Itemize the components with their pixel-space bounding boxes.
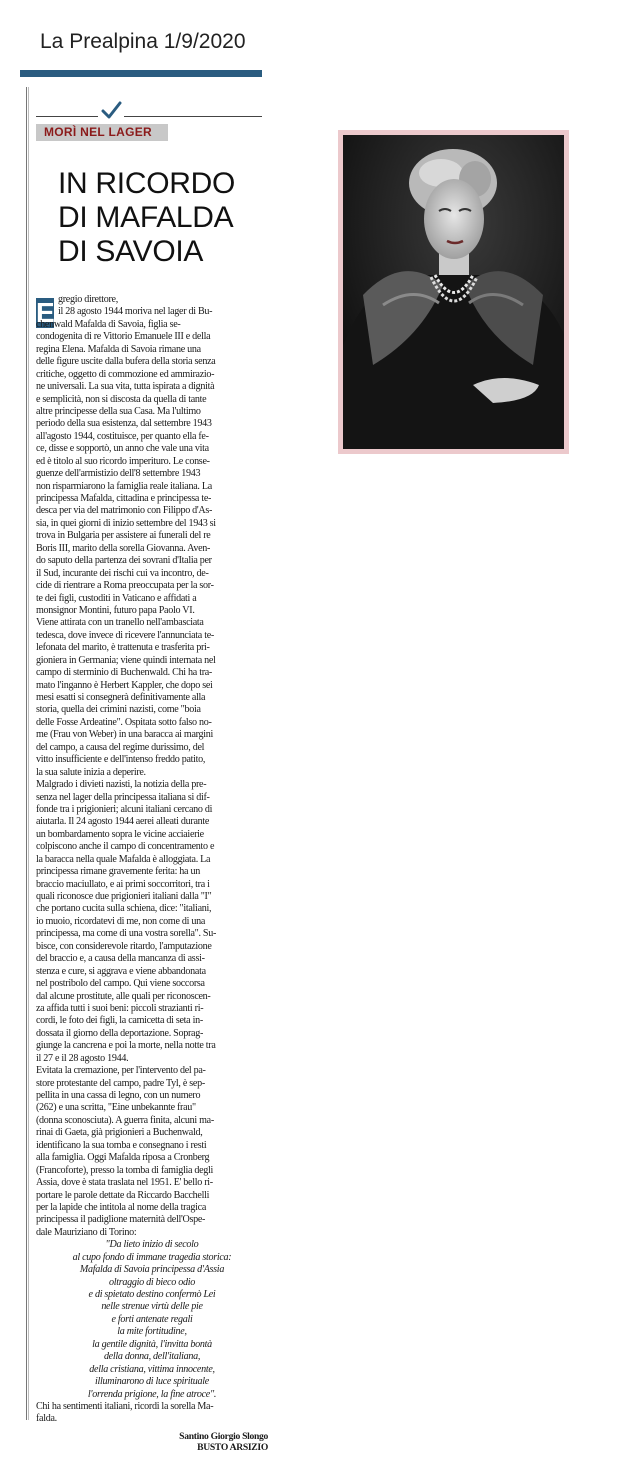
epigraph-line: della donna, dell'italiana, [103,1351,201,1363]
epigraph-line: la mite fortitudine, [117,1326,187,1338]
article-line: Viene attirata con un tranello nell'ambasciata [36,617,204,629]
article-line: store protestante del campo, padre Tyl, è sep- [36,1077,205,1089]
checkmark-icon [100,100,122,122]
article-line: mesi esatti si consegnerà definitivamente alla [36,692,206,703]
article-line: desca per via del matrimonio con Filippo d'As- [36,505,213,517]
article-line: altre principesse della sua Casa. Ma l'ultimo [36,405,201,417]
article-line: e semplicità, non si discosta da quella di tante [36,393,207,405]
article-line: (262) e una scritta, "Eine unbekannte frau" [36,1102,196,1114]
article-line: braccio maciullato, e ai primi soccorritori, tra i [36,878,210,890]
article-line: portare le parole dettate da Riccardo Bacchelli [36,1189,210,1201]
article-line: un bombardamento sopra le vicine acciaierie [36,828,204,840]
epigraph-line: nelle strenue virtù delle pie [101,1301,203,1313]
article-line: ce, disse e sopportò, un anno che vale una vita [36,443,209,455]
article-line: non risparmiarono la famiglia reale italiana. La [36,480,212,492]
article-line: (donna sconosciuta). A guerra finita, alcuni ma- [36,1114,214,1126]
article-line: del braccio e, a causa della mancanza di assi- [36,953,205,965]
article-line: fonde tra i prigionieri; alcuni italiani cercano di [36,803,213,815]
headline-line: DI MAFALDA [58,201,234,234]
article-line: (Francoforte), presso la tomba di famiglia degli [36,1164,214,1176]
article-line: chenwald Mafalda di Savoia, figlia se- [36,318,181,330]
article-line: principessa Mafalda, cittadina e principessa te- [36,493,212,504]
article-line: te dei figli, custoditi in Vaticano e affidati a [36,592,197,604]
author-signature: Santino Giorgio Slongo [179,1430,268,1442]
article-line: delle figure uscite dalla bufera della storia senza [36,356,216,368]
article-line: il 27 e il 28 agosto 1944. [36,1052,129,1064]
article-line: storia, quella dei crimini nazisti, come "boia [36,704,201,716]
article-line: monsignor Montini, futuro papa Paolo VI. [36,604,195,616]
epigraph-line: al cupo fondo di immane tragedia storica: [72,1251,232,1263]
headline-line: DI SAVOIA [58,235,204,268]
epigraph-line: Mafalda di Savoia principessa d'Assia [79,1264,225,1276]
article-line: regina Elena. Mafalda di Savoia rimane una [36,343,201,355]
section-kicker: MORÌ NEL LAGER [44,125,152,139]
header-accent-bar [20,70,262,77]
article-line: Evitata la cremazione, per l'intervento del pa- [36,1065,206,1077]
article-line: critiche, oggetto di commozione ed ammirazio- [36,368,215,380]
article-line: dal alcune prostitute, alle quali per riconoscen- [36,990,211,1002]
article-line: mato l'inganno è Herbert Kappler, che dopo sei [36,679,213,691]
column-rule [26,87,27,1420]
article-line: condogenita di re Vittorio Emanuele III e della [36,331,211,343]
article-line: aiutarla. Il 24 agosto 1944 aerei alleati durante [36,816,210,828]
article-line: la baracca nella quale Mafalda è alloggiata. La [36,853,211,865]
article-line: tedesca, dove invece di ricevere l'annunciata te- [36,629,214,641]
article-line: giunge la cancrena e poi la morte, nella notte tra [36,1040,216,1052]
article-line: lefonata del marito, è trattenuta e trasferita pri- [36,642,210,654]
epigraph-line: e forti antenate regali [111,1313,193,1325]
article-line: pellita in una cassa di legno, con un numero [36,1090,201,1101]
article-line: do saputo della partenza dei sovrani d'Italia per [36,555,212,567]
article-line: sia, in quei giorni di inizio settembre del 1943 si [36,517,216,529]
epigraph-line: e di spietato destino confermò Lei [88,1289,216,1300]
article-line: dossata il giorno della deportazione. Soprag- [36,1027,204,1039]
article-line: guenze dell'armistizio dell'8 settembre 1943 [36,468,201,480]
article-line: che portano cucita sulla schiena, dice: "italiani, [36,903,212,915]
article-line: principessa, ma come di una vostra sorella". Su- [36,928,217,940]
article-line: me (Frau von Weber) in una baracca ai margini [36,729,214,741]
article-line: rinai di Gaeta, già prigionieri a Buchenwald, [36,1127,203,1139]
portrait-photo [343,135,564,449]
article-line: nel postribolo del campo. Qui viene soccorsa [36,978,205,990]
article-line: vitto insufficiente e dell'intenso freddo patito, [36,754,206,766]
article-line: per la lapide che intitola al nome della tragica [36,1201,207,1213]
article-line: del campo, a causa del regime durissimo, del [36,741,205,753]
article-line: delle Fosse Ardeatine". Ospitata sotto falso no- [36,716,212,728]
headline [58,167,235,269]
epigraph-line: l'orrenda prigione, la fine atroce". [87,1388,217,1400]
article-line: il 28 agosto 1944 moriva nel lager di Bu- [58,306,213,318]
article-line: all'agosto 1944, costituisce, per quanto ella fe- [36,430,209,442]
article-line: senza nel lager della principessa italiana si dif- [36,791,210,803]
article-line: quali riconosce due prigionieri italiani dalla "I" [36,891,212,902]
article-line: il Sud, incurante dei rischi cui va incontro, de- [36,567,209,579]
article-line: cordi, le foto dei figli, la camicetta di seta in- [36,1015,203,1027]
epigraph-line: la gentile dignità, l'invitta bontà [92,1338,212,1350]
publication-header: La Prealpina 1/9/2020 [40,30,246,53]
article-line: za affida tutti i suoi beni: piccoli strazianti ri- [36,1002,204,1014]
epigraph-line: illuminarono di luce spirituale [95,1376,209,1388]
article-line: alla famiglia. Oggi Mafalda riposa a Cronberg [36,1152,210,1164]
article-line: principessa rimane gravemente ferita: ha un [36,866,200,878]
article-line: dale Mauriziano di Torino: [36,1226,137,1238]
article-line: gregio direttore, [58,294,118,305]
article-line: Malgrado i divieti nazisti, la notizia della pre- [36,779,207,791]
drop-cap: E [36,297,55,328]
article-line: io muoio, ricordatevi di me, non come di una [36,915,206,927]
column-rule-inner [28,87,29,1420]
article-line: identificano la sua tomba e consegnano i resti [36,1139,207,1151]
article-line: cide di rientrare a Roma preoccupata per la sor- [36,580,214,592]
article-line: colpiscono anche il campo di concentramento e [36,841,215,853]
article-line: bisce, con considerevole ritardo, l'amputazione [36,940,212,952]
epigraph-line: "Da lieto inizio di secolo [105,1239,199,1251]
article-line: falda. [36,1413,57,1425]
kicker-rule-left [36,116,98,117]
article-line: Assia, dove è stata traslata nel 1951. E' bello ri- [36,1177,213,1189]
headline-line: IN RICORDO [58,167,236,200]
article-line: stenza e cure, si aggrava e viene abbandonata [36,965,206,977]
article-line: periodo della sua esistenza, dal settembre 1943 [36,418,212,430]
article-line: ne universali. La sua vita, tutta ispirata a dignità [36,381,215,393]
kicker-rule-right [124,116,262,117]
article-line: trova in Bulgaria per assistere ai funerali del re [36,530,211,542]
article-line: campo di sterminio di Buchenwald. Chi ha tra- [36,667,212,679]
article-line: Boris III, marito della sorella Giovanna. Aven- [36,542,211,554]
article-line: ed è titolo al suo ricordo imperituro. Le conse- [36,455,210,467]
epigraph-line: oltraggio di bieco odio [109,1276,195,1288]
article-body [36,294,268,1453]
article-line: gioniera in Germania; viene quindi internata nel [36,654,216,666]
article-line: Chi ha sentimenti italiani, ricordi la sorella Ma- [36,1400,214,1412]
epigraph-line: della cristiana, vittima innocente, [89,1363,215,1375]
article-line: principessa il padiglione maternità dell'Ospe- [36,1214,206,1226]
author-city: BUSTO ARSIZIO [197,1441,268,1453]
article-line: la sua salute inizia a deperire. [36,766,146,778]
